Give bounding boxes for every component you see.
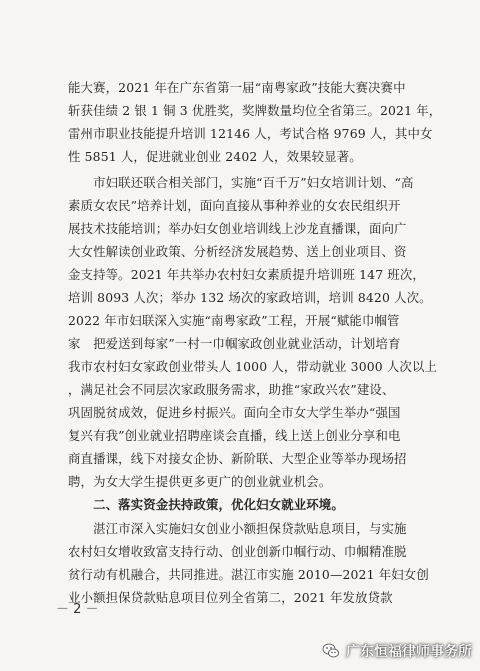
- body-line: 金支持等。2021 年共举办农村妇女素质提升培训班 147 班次，: [68, 267, 425, 282]
- body-line: ，满足社会不同层次家政服务需求，助推“家政兴农”建设、: [68, 382, 395, 397]
- body-line: 性 5851 人，促进就业创业 2402 人，效果较显著。: [68, 149, 362, 164]
- body-line: 商直播课，线下对接女企协、新阶联、大型企业等举办现场招: [68, 451, 407, 466]
- body-line: 培训 8093 人次；举办 132 场次的家政培训，培训 8420 人次。: [68, 290, 432, 305]
- page-number: － 2 －: [56, 602, 99, 617]
- body-line: 农村妇女增收致富支持行动、创业创新巾帼行动、巾帼精准脱: [68, 544, 407, 559]
- body-line: 复兴有我”创业就业招聘座谈会直播，线上送上创业分享和电: [68, 428, 401, 443]
- body-line: 湛江市深入实施妇女创业小额担保贷款贴息项目，与实施: [68, 521, 407, 536]
- watermark: [322, 641, 472, 661]
- body-line: 能大赛，2021 年在广东省第一届“南粤家政”技能大赛决赛中: [68, 80, 406, 95]
- body-line: 我市农村妇女家政创业带头人 1000 人，带动就业 3000 人次以上: [68, 359, 438, 374]
- body-line: 聘，为女大学生提供更多更广的创业就业机会。: [68, 474, 332, 489]
- body-line: 贫行动有机融合，共同推进。湛江市实施 2010—2021 年妇女创: [68, 567, 429, 582]
- body-line: 市妇联还联合相关部门，实施“百千万”妇女培训计划、“高: [68, 175, 414, 190]
- body-line: 素质女农民”培养计划，面向直接从事种养业的女农民组织开: [68, 198, 401, 213]
- body-line: 2022 年市妇联深入实施“南粤家政”工程，开展“赋能巾帼管: [68, 313, 400, 328]
- wechat-icon: [322, 642, 340, 660]
- body-line: 家 把爱送到每家”一村一巾帼家政创业就业活动，计划培育: [68, 336, 401, 351]
- body-line: 业小额担保贷款贴息项目位列全省第二，2021 年发放贷款: [68, 590, 393, 605]
- watermark-text: 广东恒福律师事务所: [346, 644, 472, 660]
- body-line: 雷州市职业技能提升培训 12146 人，考试合格 9769 人，其中女: [68, 126, 433, 141]
- body-line: 展技术技能培训；举办妇女创业培训线上沙龙直播课，面向广: [68, 221, 407, 236]
- body-line: 斩获佳绩 2 银 1 铜 3 优胜奖，奖牌数量均位全省第三。2021 年，: [68, 103, 442, 118]
- body-line: 大女性解读创业政策、分析经济发展趋势、送上创业项目、资: [68, 244, 407, 259]
- section-heading: 二、落实资金扶持政策，优化妇女就业环境。: [68, 497, 344, 512]
- body-line: 巩固脱贫成效，促进乡村振兴。面向全市女大学生举办“强国: [68, 405, 401, 420]
